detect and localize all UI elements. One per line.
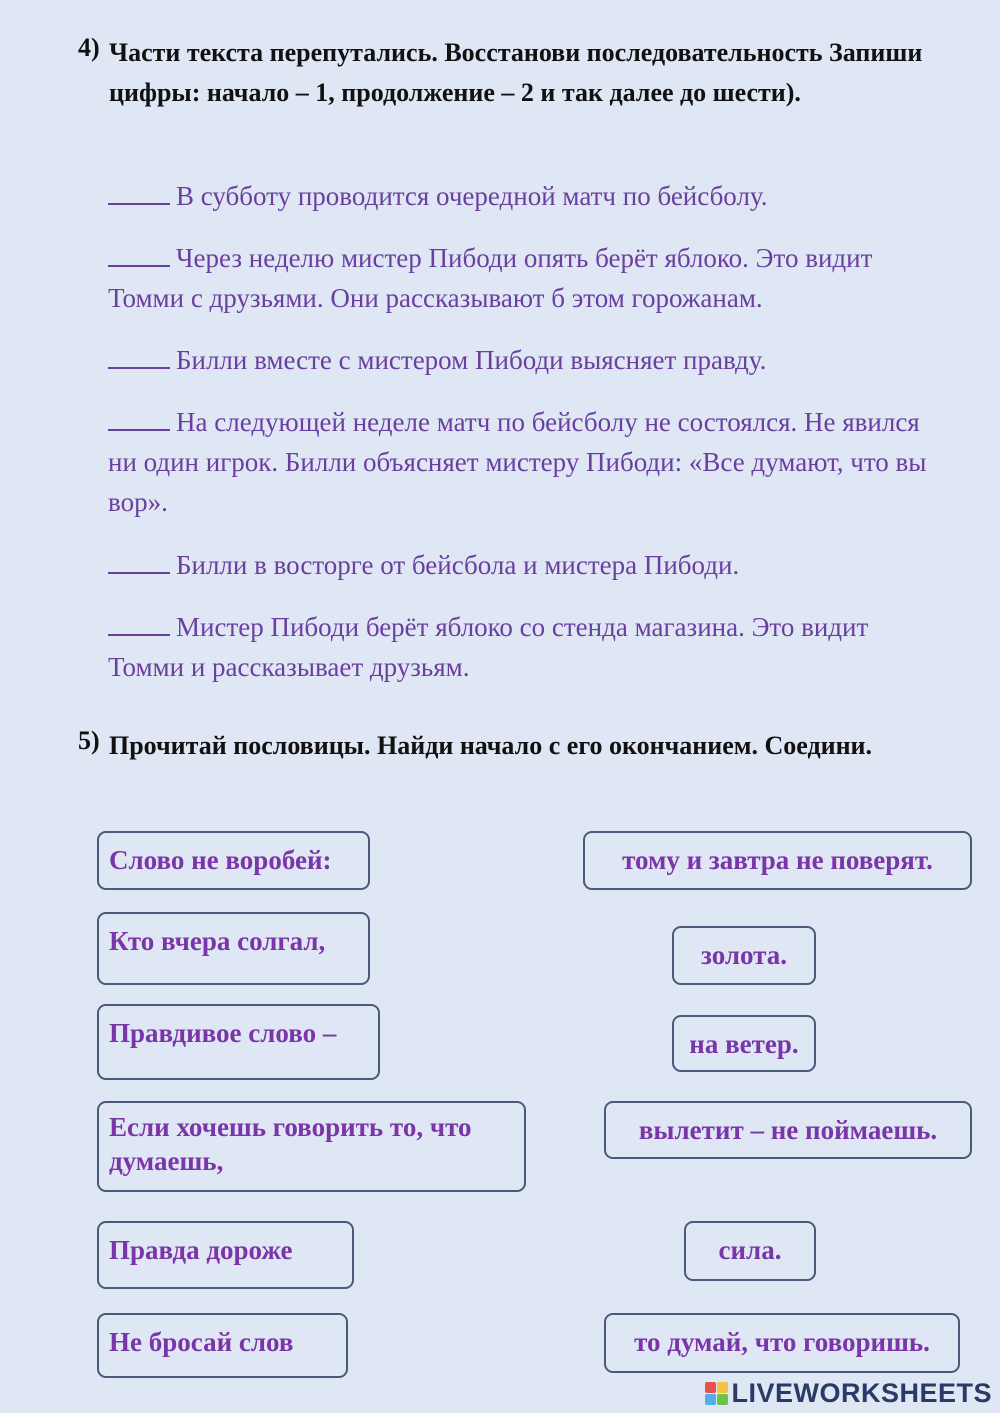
proverb-end-6[interactable]: то думай, что говоришь.: [604, 1313, 960, 1373]
answer-blank-6[interactable]: [108, 610, 170, 636]
sequence-item-text: В субботу проводится очередной матч по бейсболу.: [176, 181, 768, 211]
proverb-start-1[interactable]: Слово не воробей:: [97, 831, 370, 890]
proverb-start-4[interactable]: Если хочешь говорить то, что думаешь,: [97, 1101, 526, 1192]
task-4-instruction: Части текста перепутались. Восстанови последовательность Запиши цифры: начало – 1, продолжение – 2 и так далее до шести).: [109, 38, 923, 107]
proverb-end-3[interactable]: на ветер.: [672, 1015, 816, 1072]
proverb-end-4[interactable]: вылетит – не поймаешь.: [604, 1101, 972, 1159]
answer-blank-4[interactable]: [108, 405, 170, 431]
sequence-item: [108, 545, 938, 585]
sequence-item-text: Билли в восторге от бейсбола и мистера Пибоди.: [176, 550, 740, 580]
liveworksheets-logo: [705, 1378, 992, 1409]
sequence-item: [108, 340, 938, 380]
proverb-start-5[interactable]: Правда дороже: [97, 1221, 354, 1289]
sequence-item-text: Мистер Пибоди берёт яблоко со стенда магазина. Это видит Томми и рассказывает друзьям.: [108, 612, 869, 682]
answer-blank-3[interactable]: [108, 343, 170, 369]
task-5-number: 5): [78, 726, 100, 755]
proverb-end-1[interactable]: тому и завтра не поверят.: [583, 831, 972, 890]
sequence-item: [108, 607, 938, 687]
proverb-start-3[interactable]: Правдивое слово –: [97, 1004, 380, 1080]
proverb-end-2[interactable]: золота.: [672, 926, 816, 985]
sequence-item: [108, 176, 938, 216]
task-4-number: 4): [78, 33, 100, 62]
sequence-item: [108, 238, 938, 318]
logo-text: LIVEWORKSHEETS: [731, 1378, 992, 1408]
sequence-item: [108, 402, 938, 522]
sequence-item-text: На следующей неделе матч по бейсболу не состоялся. Не явился ни один игрок. Билли объясняет мистеру Пибоди: «Все думают, что вы вор».: [108, 407, 927, 517]
answer-blank-2[interactable]: [108, 241, 170, 267]
proverb-start-6[interactable]: Не бросай слов: [97, 1313, 348, 1378]
answer-blank-1[interactable]: [108, 179, 170, 205]
logo-icon: [705, 1382, 728, 1405]
proverb-start-2[interactable]: Кто вчера солгал,: [97, 912, 370, 985]
proverb-end-5[interactable]: сила.: [684, 1221, 816, 1281]
sequence-item-text: Через неделю мистер Пибоди опять берёт яблоко. Это видит Томми с друзьями. Они рассказывают б этом горожанам.: [108, 243, 873, 313]
answer-blank-5[interactable]: [108, 548, 170, 574]
sequence-item-text: Билли вместе с мистером Пибоди выясняет правду.: [176, 345, 767, 375]
task-5-instruction: Прочитай пословицы. Найди начало с его окончанием. Соедини.: [109, 731, 873, 760]
